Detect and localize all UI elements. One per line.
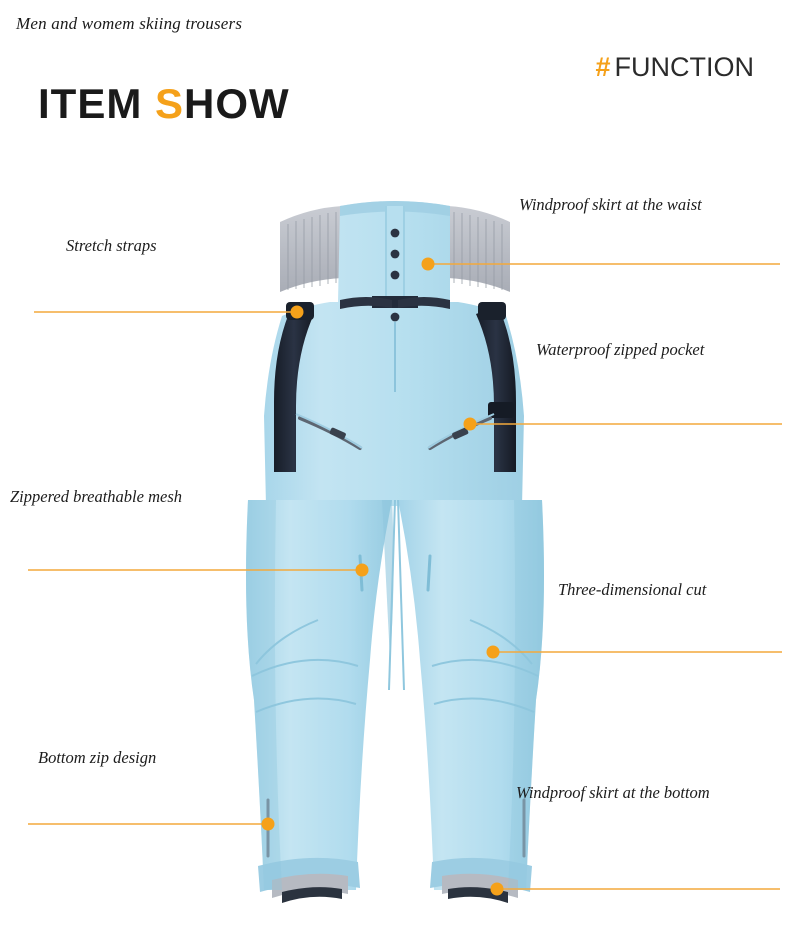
callout-three-dimensional-cut: Three-dimensional cut: [558, 580, 707, 599]
page-title-suffix: HOW: [184, 80, 290, 127]
inseam-right: [398, 500, 404, 690]
callout-stretch-straps: Stretch straps: [66, 236, 157, 255]
waist-elastic-right: [448, 206, 510, 292]
callout-waterproof-zipped-pocket: Waterproof zipped pocket: [536, 340, 705, 359]
waist-elastic-left: [280, 206, 342, 292]
page-title-accent: S: [155, 80, 185, 127]
buckle-right: [478, 302, 506, 320]
hash-icon: #: [595, 52, 611, 82]
callout-windproof-skirt-waist: Windproof skirt at the waist: [519, 195, 702, 214]
mesh-vent-zip-right: [428, 556, 430, 590]
page-subtitle: Men and womem skiing trousers: [16, 14, 243, 33]
callout-bottom-zip-design: Bottom zip design: [38, 748, 157, 767]
function-heading-text: FUNCTION: [614, 52, 754, 82]
page-title-prefix: ITEM: [38, 80, 155, 127]
callout-zippered-breathable-mesh: Zippered breathable mesh: [10, 487, 183, 506]
trousers-graphic: [246, 201, 544, 903]
callout-windproof-skirt-bottom: Windproof skirt at the bottom: [516, 783, 710, 802]
